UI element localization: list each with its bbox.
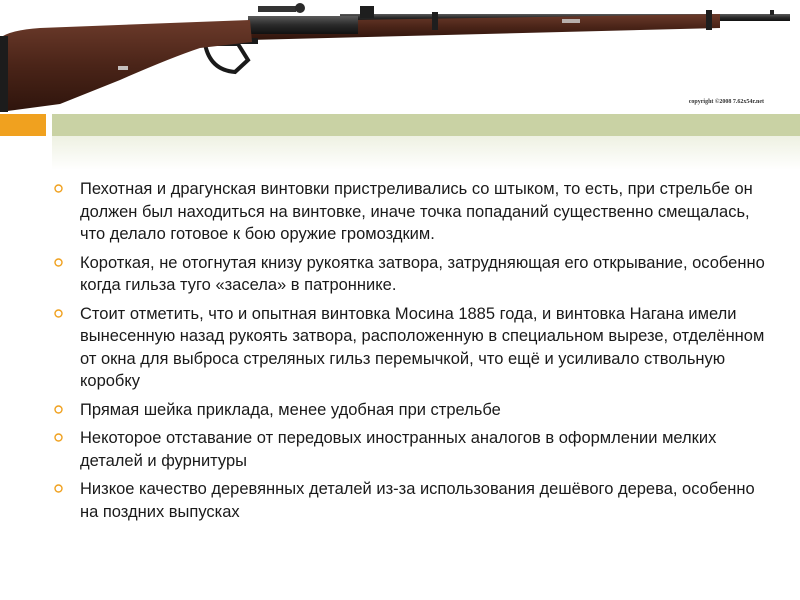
- bullet-circle-icon: [54, 484, 63, 493]
- bullet-text: Прямая шейка приклада, менее удобная при стрельбе: [80, 400, 501, 419]
- bullet-circle-icon: [54, 405, 63, 414]
- content-gradient: [52, 136, 800, 170]
- bullet-text: Некоторое отставание от передовых иностранных аналогов в оформлении мелких деталей и фурнитуры: [80, 429, 717, 470]
- list-item: [80, 178, 770, 246]
- bullet-circle-icon: [54, 433, 63, 442]
- list-item: [80, 478, 770, 523]
- bullet-circle-icon: [54, 184, 63, 193]
- list-item: [80, 427, 770, 472]
- rifle-image: [0, 0, 800, 112]
- accent-bar-green: [52, 114, 800, 136]
- rifle-photo: [0, 0, 800, 112]
- bullet-text: Короткая, не отогнутая книзу рукоятка затвора, затрудняющая его открывание, особенно когда гильза туго «засела» в патроннике.: [80, 253, 765, 294]
- list-item: [80, 303, 770, 393]
- bullet-text: Низкое качество деревянных деталей из-за использования дешёвого дерева, особенно на поздних выпусках: [80, 480, 755, 521]
- list-item: [80, 252, 770, 297]
- bullet-circle-icon: [54, 258, 63, 267]
- accent-bar-orange: [0, 114, 46, 136]
- list-item: [80, 399, 770, 422]
- bullet-text: Пехотная и драгунская винтовки пристреливались со штыком, то есть, при стрельбе он должен был находиться на винтовке, иначе точка попаданий существенно смещалась, что делало готовое к бою оружие громоздким.: [80, 180, 753, 243]
- photo-copyright: copyright ©2008 7.62x54r.net: [688, 99, 764, 105]
- bullet-text: Стоит отметить, что и опытная винтовка Мосина 1885 года, и винтовка Нагана имели вынесенную назад рукоять затвора, расположенную в специальном вырезе, отделённом от окна для выброса стреляных гильз перемычкой, что ещё и усиливало ствольную коробку: [80, 304, 765, 390]
- content-area: [52, 136, 800, 600]
- bullet-list: [80, 178, 770, 529]
- bullet-circle-icon: [54, 309, 63, 318]
